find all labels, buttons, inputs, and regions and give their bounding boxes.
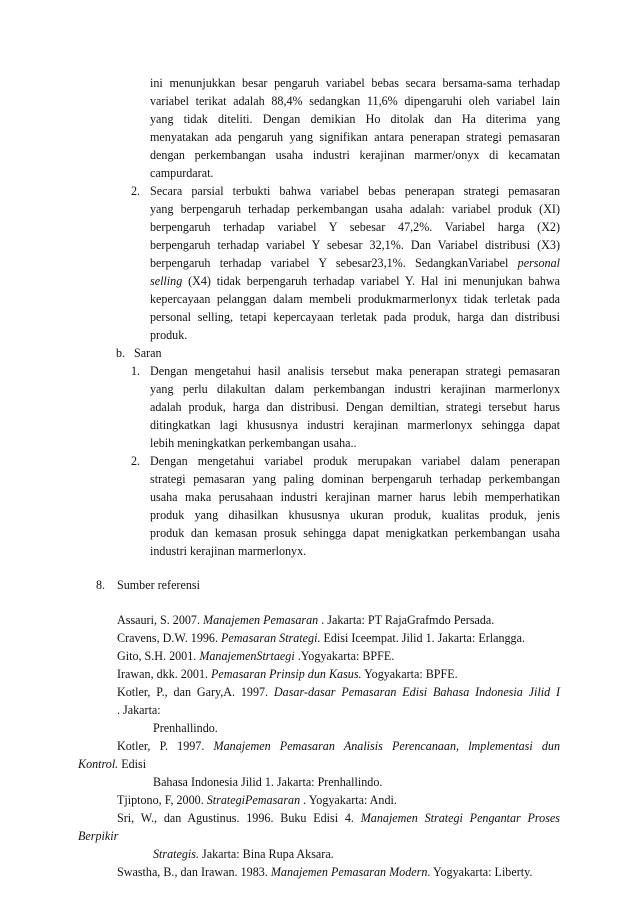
text-fragment: Sri, W., dan Agustinus. 1996. Buku Edisi 4. [117,811,361,825]
reference-continuation [78,827,118,845]
reference-title: Dasar-dasar Pemasaran Edisi Bahasa Indonesia Jilid I [273,685,560,699]
reference-item [117,809,560,827]
reference-continuation [78,755,146,773]
reference-item [117,629,525,647]
reference-item [117,863,532,881]
reference-title: ManajemenStrtaegi [199,649,295,663]
reference-continuation: Bahasa Indonesia Jilid 1. Jakarta: Prenhallindo. [153,775,383,789]
reference-item [117,737,560,755]
reference-title: StrategiPemasaran [206,793,301,807]
text-line: menyatakan ada pengaruh yang signifikan antara penerapan strategi pemasaran [150,130,560,144]
reference-title: Manajemen Strategi Pengantar Proses [360,811,560,825]
text-line: produk yang dihasilkan khususnya ukuran produk, kualitas produk, jenis [150,508,560,522]
section-title: Saran [134,346,162,360]
text-fragment: Irawan, dkk. 2001. [117,667,212,681]
text-line: yang tidak diteliti. Dengan demikian Ho ditolak dan Ha diterima yang [150,112,560,126]
text-line: usaha maka perusahaan industri kerajinan marner harus lebih memperhatikan [150,490,560,504]
text-line: produk. [150,328,188,342]
reference-title: Strategis. [153,847,200,861]
text-line: berpengaruh terhadap variabel Y sebesar 32,1%. Dan Variabel distribusi (X3) [150,238,560,252]
text-fragment: Cravens, D.W. 1996. [117,631,222,645]
list-marker: 1. [131,364,141,378]
reference-title: Manajemen Pemasaran Modern [270,865,428,879]
text-line: lebih meningkatkan perkembangan usaha.. [150,436,357,450]
text-line: yang berpengaruh terhadap perkembangan usaha adalah: variabel produk (XI) [150,202,560,216]
reference-title: Manajemen Pemasaran Analisis Perencanaan, lmplementasi dun [213,739,560,753]
text-fragment: Jakarta: Bina Rupa Aksara. [199,847,334,861]
text-fragment: Swastha, B., dan Irawan. 1983. [117,865,271,879]
reference-item [117,647,394,665]
reference-title: Pemasaran Strategi. [221,631,321,645]
text-line: personal selling, tetapi kepercayaan terletak pada produk, harga dan distribusi [150,310,560,324]
text-fragment: . Yogyakarta: Andi. [300,793,397,807]
reference-continuation [153,845,334,863]
text-line: campurdarat. [150,166,214,180]
text-fragment: Gito, S.H. 2001. [117,649,200,663]
text-line: berpengaruh terhadap variabel Y sebesar 47,2%. Variabel harga (X2) [150,220,560,234]
text-line: yang perlu dilakultan dalam perkembangan industri kerajinan marmerlonyx [150,382,560,396]
text-line: Dengan mengetahui hasil analisis tersebut maka penerapan strategi pemasaran [150,364,560,378]
text-fragment: Tjiptono, F, 2000. [117,793,207,807]
list-marker: 2. [131,454,141,468]
reference-continuation: . Jakarta: [117,703,161,717]
reference-item [117,791,397,809]
text-line: ditingkatkan lagi khususnya industri kerajinan marmerlonyx sehingga dapat [150,418,560,432]
section-title: Sumber referensi [117,578,200,592]
list-marker: 8. [96,578,106,592]
text-fragment: (X4) tidak berpengaruh terhadap variabel Y. Hal ini menunjukan bahwa [182,274,560,288]
text-line: industri kerajinan marmerlonyx. [150,544,307,558]
list-marker: 2. [131,184,141,198]
reference-item [117,683,560,701]
text-line: adalah produk, harga dan distribusi. Dengan demiltian, strategi tersebut harus [150,400,560,414]
reference-title: Berpikir [78,829,119,843]
reference-title: Kontrol. [78,757,119,771]
text-fragment: .Yogyakarta: BPFE. [294,649,395,663]
text-line: kepercayaan pelanggan dalam membeli produkmarmerlonyx tidak terletak pada [150,292,560,306]
text-fragment: . Yogyakarta: Liberty. [427,865,533,879]
text-fragment: Kotler, P. 1997. [117,739,214,753]
reference-item [117,665,458,683]
reference-item [117,611,494,629]
text-line: Secara parsial terbukti bahwa variabel bebas penerapan strategi pemasaran [150,184,560,198]
text-fragment: Edisi [118,757,147,771]
text-fragment: . Jakarta: PT RajaGrafmdo Persada. [318,613,495,627]
text-line: produk dan kemasan prosuk sehingga dapat menigkatkan perkembangan usaha [150,526,560,540]
text-fragment: berpengaruh terhadap variabel Y sebesar23,1%. SedangkanVariabel [150,256,509,270]
text-line: strategi pemasaran yang paling dominan berpengaruh terhadap perkembangan [150,472,560,486]
reference-title: Pemasaran Prinsip dun Kasus. [211,667,362,681]
text-line [150,272,560,290]
italic-term: selling [150,274,183,288]
text-fragment: Kotler, P., dan Gary,A. 1997. [117,685,274,699]
text-fragment: Assauri, S. 2007. [117,613,204,627]
text-line: dengan perkembangan usaha industri kerajinan marmer/onyx di kecamatan [150,148,560,162]
list-marker: b. [116,346,126,360]
italic-term: personal [517,256,560,270]
text-line [150,254,560,272]
text-fragment: Yogyakarta: BPFE. [361,667,458,681]
text-line: Dengan mengetahui variabel produk merupakan variabel dalam penerapan [150,454,560,468]
reference-continuation: Prenhallindo. [153,721,218,735]
reference-title: Manajemen Pemasaran [203,613,319,627]
text-line: ini menunjukkan besar pengaruh variabel bebas secara bersama-sama terhadap [150,76,560,90]
text-fragment: Edisi Iceempat. Jilid 1. Jakarta: Erlangga. [320,631,525,645]
text-line: variabel terikat adalah 88,4% sedangkan 11,6% dipengaruhi oleh variabel lain [150,94,560,108]
